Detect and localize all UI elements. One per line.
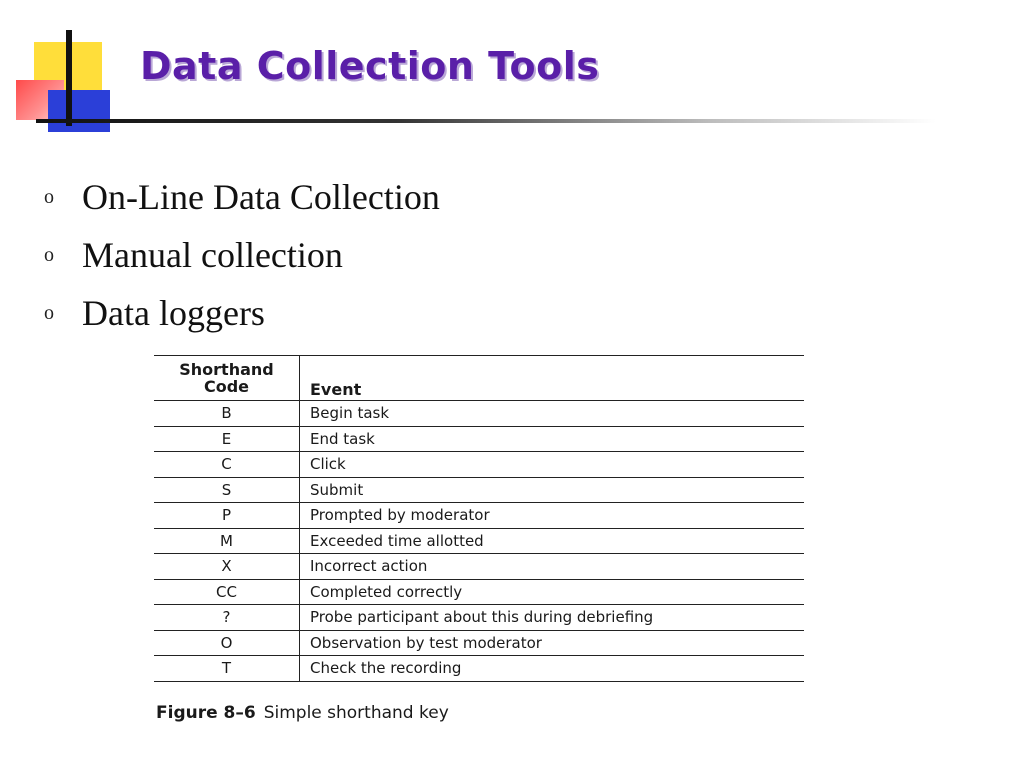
- column-header-code-line2: Code: [203, 377, 250, 396]
- code-cell: ?: [154, 605, 300, 631]
- table-row: [154, 554, 804, 580]
- table-row: [154, 452, 804, 478]
- code-cell: P: [154, 503, 300, 529]
- code-cell: S: [154, 477, 300, 503]
- bullet-text: Manual collection: [82, 235, 343, 275]
- table-row: [154, 528, 804, 554]
- bullet-item: [44, 284, 440, 342]
- event-cell: Observation by test moderator: [300, 630, 805, 656]
- code-cell: X: [154, 554, 300, 580]
- shorthand-table-figure: [154, 355, 804, 682]
- bullet-item: [44, 226, 440, 284]
- logo-blue-square: [48, 90, 110, 132]
- table-header-row: [154, 356, 804, 401]
- event-cell: End task: [300, 426, 805, 452]
- column-header-code-line1: Shorthand: [179, 360, 274, 379]
- bullet-text: Data loggers: [82, 293, 265, 333]
- event-cell: Check the recording: [300, 656, 805, 682]
- table-row: [154, 579, 804, 605]
- bullet-marker: o: [44, 243, 54, 266]
- event-cell: Begin task: [300, 401, 805, 427]
- column-header-event: Event: [300, 356, 805, 401]
- table-row: [154, 605, 804, 631]
- code-cell: M: [154, 528, 300, 554]
- shorthand-table: [154, 355, 804, 682]
- event-cell: Submit: [300, 477, 805, 503]
- bullet-list: [44, 168, 440, 342]
- table-row: [154, 426, 804, 452]
- table-row: [154, 503, 804, 529]
- figure-label: Figure 8–6: [156, 703, 256, 723]
- event-cell: Completed correctly: [300, 579, 805, 605]
- figure-caption-text: Simple shorthand key: [263, 703, 449, 723]
- code-cell: B: [154, 401, 300, 427]
- event-cell: Prompted by moderator: [300, 503, 805, 529]
- code-cell: O: [154, 630, 300, 656]
- code-cell: C: [154, 452, 300, 478]
- slide-title: Data Collection Tools: [140, 44, 600, 88]
- event-cell: Exceeded time allotted: [300, 528, 805, 554]
- table-row: [154, 401, 804, 427]
- bullet-item: [44, 168, 440, 226]
- bullet-marker: o: [44, 185, 54, 208]
- table-row: [154, 630, 804, 656]
- table-row: [154, 477, 804, 503]
- bullet-text: On-Line Data Collection: [82, 177, 440, 217]
- code-cell: E: [154, 426, 300, 452]
- event-cell: Probe participant about this during debriefing: [300, 605, 805, 631]
- code-cell: CC: [154, 579, 300, 605]
- event-cell: Incorrect action: [300, 554, 805, 580]
- column-header-code: [154, 356, 300, 401]
- figure-caption: [156, 703, 449, 723]
- bullet-marker: o: [44, 301, 54, 324]
- event-cell: Click: [300, 452, 805, 478]
- title-underline: [36, 119, 936, 123]
- code-cell: T: [154, 656, 300, 682]
- logo-vertical-line: [66, 30, 72, 126]
- table-row: [154, 656, 804, 682]
